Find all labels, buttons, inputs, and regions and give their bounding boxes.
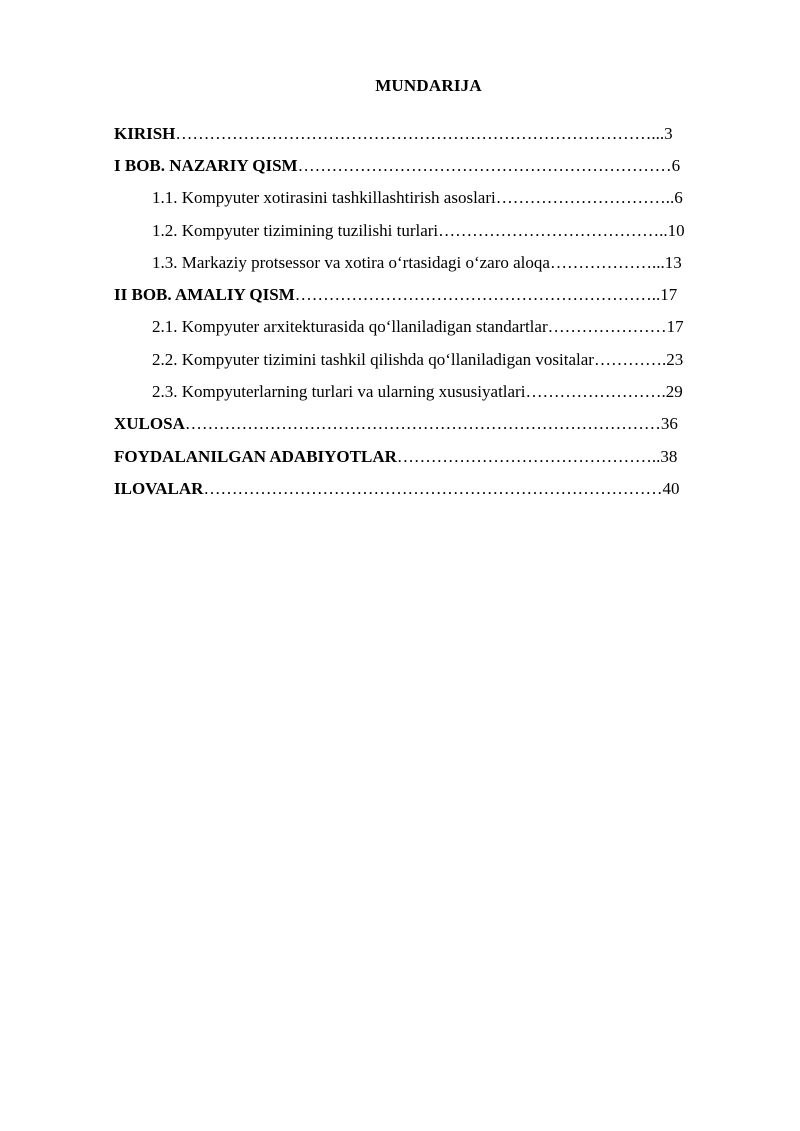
toc-entry-page-number: 38: [660, 447, 678, 466]
toc-entry-page-number: 40: [662, 479, 680, 498]
toc-entry-title: I BOB. NAZARIY QISM: [114, 156, 298, 175]
toc-entry-title: XULOSA: [114, 414, 185, 433]
toc-entry-title: FOYDALANILGAN ADABIYOTLAR: [114, 447, 397, 466]
toc-entry-page-number: 3: [664, 124, 673, 143]
toc-entry-title: KIRISH: [114, 124, 176, 143]
toc-entry-leader: …………………………………………………………: [297, 156, 672, 175]
toc-entry-chapter-2[interactable]: [114, 285, 677, 305]
toc-entry-title: ILOVALAR: [114, 479, 204, 498]
toc-entry-1-2[interactable]: [152, 221, 685, 241]
document-title: MUNDARIJA: [375, 76, 482, 95]
toc-entry-1-1[interactable]: [152, 188, 683, 208]
toc-entry-title: 1.3. Markaziy protsessor va xotira o‘rtasidagi o‘zaro aloqa: [152, 253, 550, 272]
toc-entry-page-number: 10: [667, 221, 685, 240]
toc-entry-leader: …………………………..: [495, 188, 675, 207]
toc-entry-title: 1.1. Kompyuter xotirasini tashkillashtirish asoslari: [152, 188, 496, 207]
toc-entry-2-2[interactable]: [152, 350, 683, 370]
toc-entry-2-3[interactable]: [152, 382, 683, 402]
toc-entry-kirish[interactable]: [114, 124, 673, 144]
toc-entry-title: 1.2. Kompyuter tizimining tuzilishi turlari: [152, 221, 439, 240]
toc-entry-title: II BOB. AMALIY QISM: [114, 285, 295, 304]
toc-entry-leader: ………………...: [549, 253, 665, 272]
toc-entry-leader: ………………………………………………………..: [294, 285, 661, 304]
toc-entry-page-number: 17: [666, 317, 684, 336]
toc-entry-page-number: 36: [660, 414, 678, 433]
toc-entry-page-number: 17: [660, 285, 678, 304]
toc-entry-page-number: 6: [674, 188, 683, 207]
toc-entry-leader: …………………: [547, 317, 667, 336]
toc-entry-chapter-1[interactable]: [114, 156, 680, 176]
toc-entry-leader: ………………………………………..: [396, 447, 661, 466]
toc-entry-ilovalar[interactable]: [114, 479, 679, 499]
toc-entry-title: 2.2. Kompyuter tizimini tashkil qilishda qo‘llaniladigan vositalar: [152, 350, 594, 369]
toc-entry-title: 2.1. Kompyuter arxitekturasida qo‘llaniladigan standartlar: [152, 317, 548, 336]
toc-entry-2-1[interactable]: [152, 317, 684, 337]
toc-entry-page-number: 13: [664, 253, 682, 272]
toc-entry-page-number: 6: [671, 156, 681, 175]
toc-entry-adabiyotlar[interactable]: [114, 447, 677, 467]
toc-entry-title: 2.3. Kompyuterlarning turlari va ularning xususiyatlari: [152, 382, 526, 401]
toc-entry-leader: …………………….: [525, 382, 666, 401]
toc-entry-leader: ………….: [593, 350, 667, 369]
toc-entry-leader: …………………………………..: [438, 221, 668, 240]
toc-entry-page-number: 23: [666, 350, 684, 369]
toc-entry-leader: ………………………………………………………………………: [203, 479, 663, 498]
toc-entry-xulosa[interactable]: [114, 414, 678, 434]
toc-entry-leader: …………………………………………………………………………...: [175, 124, 665, 143]
toc-entry-page-number: 29: [665, 382, 683, 401]
toc-entry-1-3[interactable]: [152, 253, 682, 273]
toc-entry-leader: …………………………………………………………………………: [184, 414, 661, 433]
